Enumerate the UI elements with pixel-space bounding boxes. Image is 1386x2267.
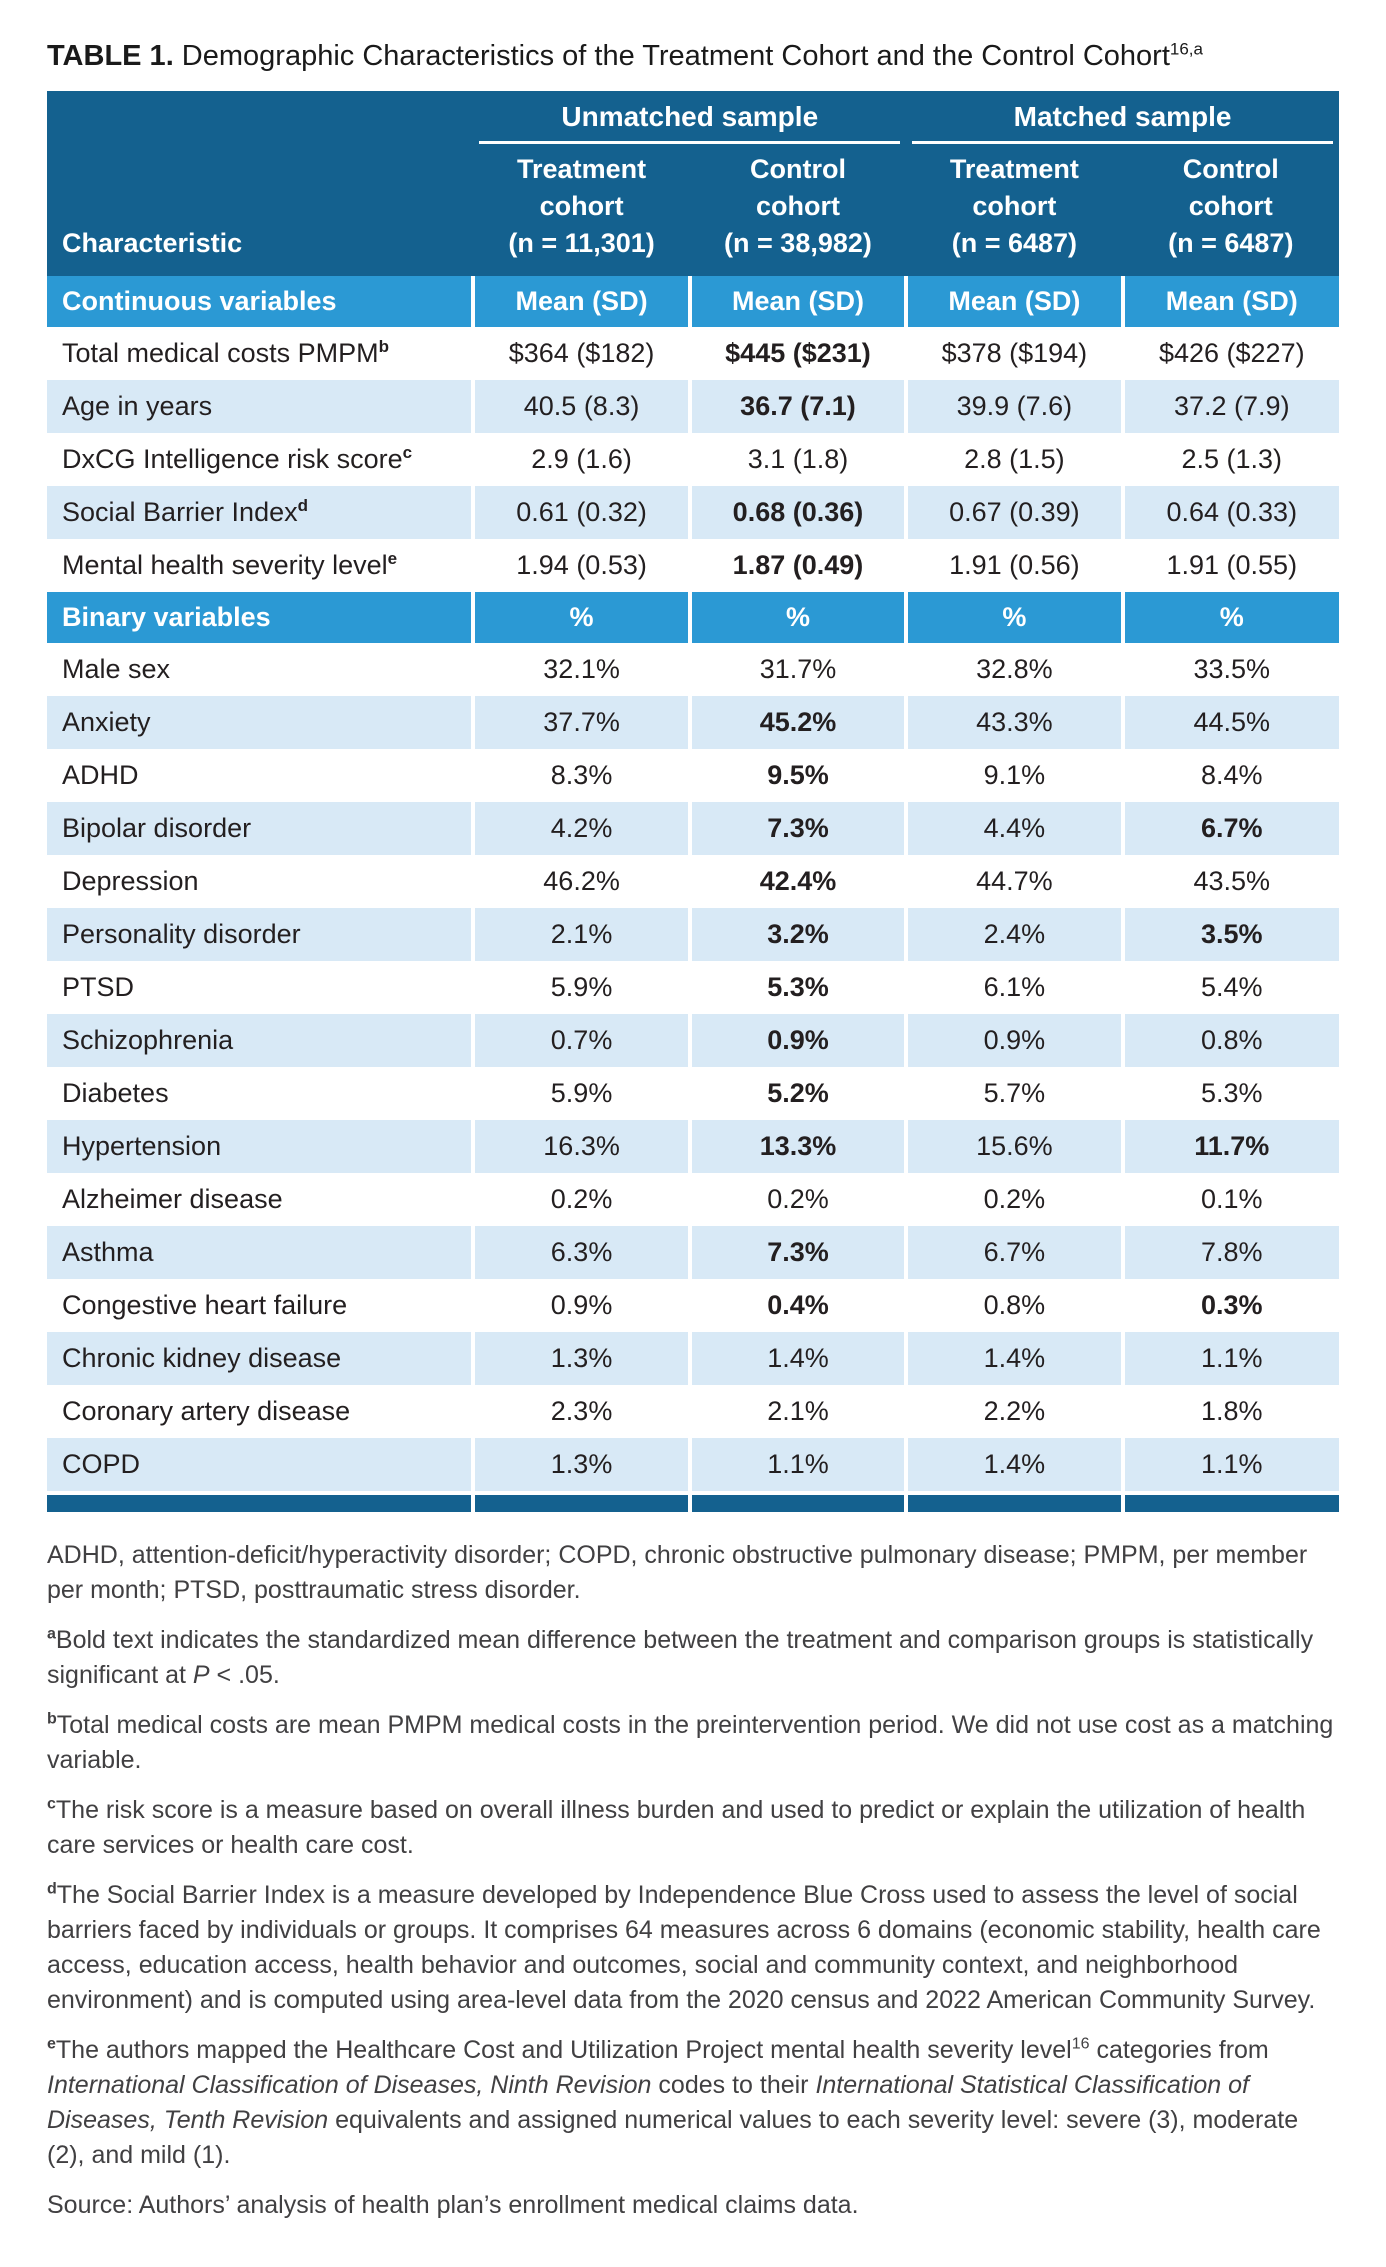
- footnote-text: The authors mapped the Healthcare Cost and Utilization Project mental health severity level: [55, 2036, 1072, 2064]
- value-cell: 36.7 (7.1): [690, 380, 906, 433]
- value-cell: 8.3%: [473, 749, 689, 802]
- table-row: [47, 908, 1339, 961]
- table-row: [47, 855, 1339, 908]
- footnote: [47, 1623, 1339, 1693]
- characteristic-cell: Schizophrenia: [47, 1014, 473, 1067]
- value-cell: 6.7%: [1123, 802, 1339, 855]
- value-cell: 5.3%: [1123, 1067, 1339, 1120]
- table-row: [47, 433, 1339, 486]
- column-header-line: cohort: [972, 191, 1057, 221]
- value-cell: 0.8%: [1123, 1014, 1339, 1067]
- characteristic-cell: Bipolar disorder: [47, 802, 473, 855]
- footnote: [47, 2033, 1339, 2173]
- column-header-line: Treatment: [517, 154, 647, 184]
- table-row: [47, 1438, 1339, 1493]
- column-header-unmatched-control: [690, 144, 906, 276]
- value-cell: 39.9 (7.6): [906, 380, 1122, 433]
- table-row: [47, 380, 1339, 433]
- footnote: [47, 1878, 1339, 2018]
- value-cell: 5.3%: [690, 961, 906, 1014]
- value-cell: 37.2 (7.9): [1123, 380, 1339, 433]
- value-cell: 33.5%: [1123, 643, 1339, 696]
- value-cell: 2.2%: [906, 1385, 1122, 1438]
- table-row: [47, 1067, 1339, 1120]
- value-cell: 1.4%: [906, 1438, 1122, 1493]
- table-bottom-bar: [47, 1493, 1339, 1512]
- section-column-header: Mean (SD): [906, 276, 1122, 327]
- group-header-unmatched: [473, 91, 906, 144]
- table-row: [47, 802, 1339, 855]
- table-row: [47, 643, 1339, 696]
- column-header-line: (n = 11,301): [508, 228, 655, 258]
- bottom-bar-segment: [473, 1493, 689, 1512]
- table-row: [47, 1385, 1339, 1438]
- italic-text: International Classification of Diseases, Ninth Revision: [47, 2071, 652, 2099]
- section-label: Binary variables: [47, 592, 473, 643]
- value-cell: 0.4%: [690, 1279, 906, 1332]
- footnote-marker: c: [402, 443, 413, 462]
- characteristic-cell: Male sex: [47, 643, 473, 696]
- value-cell: 43.3%: [906, 696, 1122, 749]
- column-header-line: (n = 6487): [1168, 228, 1294, 258]
- characteristic-cell: Depression: [47, 855, 473, 908]
- section-column-header: Mean (SD): [1123, 276, 1339, 327]
- value-cell: $426 ($227): [1123, 327, 1339, 380]
- section-column-header: %: [1123, 592, 1339, 643]
- footnote-text: Source: Authors’ analysis of health plan’s enrollment medical claims data.: [47, 2191, 859, 2219]
- value-cell: 46.2%: [473, 855, 689, 908]
- footnote-text: Total medical costs are mean PMPM medical costs in the preintervention period. We did not use cost as a matching variable.: [47, 1711, 1334, 1774]
- section-column-header: %: [906, 592, 1122, 643]
- footnotes: [47, 1538, 1339, 2223]
- table-row: [47, 486, 1339, 539]
- footnote-text: < .05.: [209, 1661, 280, 1689]
- characteristic-cell: Anxiety: [47, 696, 473, 749]
- group-header-row: [47, 91, 1339, 144]
- value-cell: 2.8 (1.5): [906, 433, 1122, 486]
- table-row: [47, 696, 1339, 749]
- footnote: [47, 2188, 1339, 2223]
- value-cell: 0.2%: [906, 1173, 1122, 1226]
- column-header-line: (n = 38,982): [724, 228, 872, 258]
- section-column-header: %: [473, 592, 689, 643]
- column-header-line: Control: [749, 154, 846, 184]
- value-cell: 6.3%: [473, 1226, 689, 1279]
- value-cell: 1.91 (0.55): [1123, 539, 1339, 592]
- value-cell: 16.3%: [473, 1120, 689, 1173]
- value-cell: 5.9%: [473, 1067, 689, 1120]
- table-row: [47, 1332, 1339, 1385]
- value-cell: 13.3%: [690, 1120, 906, 1173]
- column-header-line: cohort: [539, 191, 624, 221]
- value-cell: 32.8%: [906, 643, 1122, 696]
- footnote-text: codes to their: [651, 2071, 816, 2099]
- column-header-line: cohort: [755, 191, 840, 221]
- table-row: [47, 961, 1339, 1014]
- value-cell: 37.7%: [473, 696, 689, 749]
- column-header-line: Treatment: [949, 154, 1079, 184]
- characteristic-cell: PTSD: [47, 961, 473, 1014]
- footnote-marker: b: [378, 337, 389, 356]
- table-row: [47, 327, 1339, 380]
- value-cell: 44.5%: [1123, 696, 1339, 749]
- value-cell: 3.2%: [690, 908, 906, 961]
- characteristic-cell: Coronary artery disease: [47, 1385, 473, 1438]
- value-cell: 3.5%: [1123, 908, 1339, 961]
- value-cell: 5.4%: [1123, 961, 1339, 1014]
- characteristic-cell: Personality disorder: [47, 908, 473, 961]
- section-column-header: %: [690, 592, 906, 643]
- table-title-superscript: 16,a: [1169, 39, 1203, 59]
- characteristic-cell: Congestive heart failure: [47, 1279, 473, 1332]
- table-row: [47, 539, 1339, 592]
- cohort-header-row: [47, 144, 1339, 276]
- value-cell: 6.1%: [906, 961, 1122, 1014]
- column-header-unmatched-treatment: [473, 144, 689, 276]
- footnote-marker: a: [47, 1625, 56, 1643]
- footnote-text: The risk score is a measure based on overall illness burden and used to predict or explain the utilization of health care services or health care cost.: [47, 1796, 1306, 1859]
- characteristic-cell: DxCG Intelligence risk score$^c$: [47, 433, 473, 486]
- group-header-matched-label: Matched sample: [912, 91, 1333, 144]
- italic-text: International Statistical Classification of Diseases, Tenth Revision: [47, 2071, 1249, 2134]
- value-cell: 0.68 (0.36): [690, 486, 906, 539]
- table-title: [47, 38, 1339, 75]
- bottom-bar-segment: [1123, 1493, 1339, 1512]
- value-cell: 1.4%: [906, 1332, 1122, 1385]
- value-cell: 0.8%: [906, 1279, 1122, 1332]
- column-header-line: Control: [1182, 154, 1279, 184]
- value-cell: 0.1%: [1123, 1173, 1339, 1226]
- value-cell: 1.87 (0.49): [690, 539, 906, 592]
- value-cell: 0.67 (0.39): [906, 486, 1122, 539]
- footnote-marker: d: [47, 1880, 57, 1898]
- group-header-unmatched-label: Unmatched sample: [479, 91, 900, 144]
- characteristic-cell: Alzheimer disease: [47, 1173, 473, 1226]
- characteristic-cell: Diabetes: [47, 1067, 473, 1120]
- section-header-row: [47, 592, 1339, 643]
- value-cell: 0.61 (0.32): [473, 486, 689, 539]
- value-cell: 0.7%: [473, 1014, 689, 1067]
- value-cell: 31.7%: [690, 643, 906, 696]
- value-cell: $364 ($182): [473, 327, 689, 380]
- table-title-text: Demographic Characteristics of the Treatment Cohort and the Control Cohort: [173, 40, 1170, 72]
- value-cell: 1.1%: [1123, 1438, 1339, 1493]
- value-cell: 1.1%: [690, 1438, 906, 1493]
- characteristic-header: Characteristic: [47, 144, 473, 276]
- table-row: [47, 1226, 1339, 1279]
- section-header-row: [47, 276, 1339, 327]
- value-cell: 5.7%: [906, 1067, 1122, 1120]
- value-cell: 2.1%: [690, 1385, 906, 1438]
- group-header-matched: [906, 91, 1339, 144]
- value-cell: 0.3%: [1123, 1279, 1339, 1332]
- value-cell: 5.2%: [690, 1067, 906, 1120]
- table-header: [47, 91, 1339, 276]
- characteristic-cell: Social Barrier Index$^d$: [47, 486, 473, 539]
- value-cell: 4.2%: [473, 802, 689, 855]
- footnote-marker: e: [47, 2035, 56, 2053]
- column-header-matched-control: [1123, 144, 1339, 276]
- italic-text: P: [192, 1661, 210, 1689]
- value-cell: 32.1%: [473, 643, 689, 696]
- characteristic-cell: Asthma: [47, 1226, 473, 1279]
- column-header-matched-treatment: [906, 144, 1122, 276]
- footnote: [47, 1793, 1339, 1863]
- value-cell: 9.5%: [690, 749, 906, 802]
- footnote: [47, 1538, 1339, 1608]
- bottom-bar-segment: [690, 1493, 906, 1512]
- characteristic-cell: ADHD: [47, 749, 473, 802]
- characteristic-cell: Mental health severity level$^e$: [47, 539, 473, 592]
- characteristic-cell: Hypertension: [47, 1120, 473, 1173]
- value-cell: $378 ($194): [906, 327, 1122, 380]
- value-cell: 1.3%: [473, 1332, 689, 1385]
- value-cell: 6.7%: [906, 1226, 1122, 1279]
- footnote-text: categories from: [1089, 2036, 1269, 2064]
- value-cell: 5.9%: [473, 961, 689, 1014]
- characteristic-cell: Age in years: [47, 380, 473, 433]
- table-row: [47, 1279, 1339, 1332]
- value-cell: 44.7%: [906, 855, 1122, 908]
- value-cell: 7.3%: [690, 1226, 906, 1279]
- value-cell: 15.6%: [906, 1120, 1122, 1173]
- value-cell: 2.3%: [473, 1385, 689, 1438]
- value-cell: 11.7%: [1123, 1120, 1339, 1173]
- value-cell: 7.8%: [1123, 1226, 1339, 1279]
- bottom-bar-segment: [906, 1493, 1122, 1512]
- value-cell: 1.1%: [1123, 1332, 1339, 1385]
- value-cell: 0.9%: [473, 1279, 689, 1332]
- footnote-marker: d: [297, 496, 308, 515]
- column-header-line: (n = 6487): [951, 228, 1078, 258]
- table-row: [47, 749, 1339, 802]
- footnote-text: equivalents and assigned numerical values to each severity level: severe (3), moderate (2), and mild (1).: [47, 2106, 1299, 2169]
- table-row: [47, 1014, 1339, 1067]
- footnote-marker: b: [47, 1710, 57, 1728]
- value-cell: 0.9%: [906, 1014, 1122, 1067]
- value-cell: 0.64 (0.33): [1123, 486, 1339, 539]
- value-cell: 2.4%: [906, 908, 1122, 961]
- value-cell: 1.3%: [473, 1438, 689, 1493]
- section-column-header: Mean (SD): [473, 276, 689, 327]
- value-cell: 0.2%: [690, 1173, 906, 1226]
- value-cell: 3.1 (1.8): [690, 433, 906, 486]
- value-cell: 40.5 (8.3): [473, 380, 689, 433]
- value-cell: 1.91 (0.56): [906, 539, 1122, 592]
- value-cell: 1.8%: [1123, 1385, 1339, 1438]
- section-label: Continuous variables: [47, 276, 473, 327]
- section-column-header: Mean (SD): [690, 276, 906, 327]
- value-cell: 9.1%: [906, 749, 1122, 802]
- footnote-text: The Social Barrier Index is a measure developed by Independence Blue Cross used to assess the level of social barriers faced by individuals or groups. It comprises 64 measures across 6 domains (economic stability, health care access, education access, health behavior and outcomes, social and community context, and neighborhood environment) and is computed using area-level data from the 2020 census and 2022 American Community Survey.: [47, 1881, 1321, 2014]
- header-corner-cell: [47, 91, 473, 144]
- table-title-label: TABLE 1.: [47, 40, 174, 72]
- value-cell: 0.9%: [690, 1014, 906, 1067]
- table-body: [47, 276, 1339, 1512]
- footnote-marker: e: [387, 549, 398, 568]
- value-cell: 4.4%: [906, 802, 1122, 855]
- characteristic-cell: COPD: [47, 1438, 473, 1493]
- value-cell: 1.94 (0.53): [473, 539, 689, 592]
- footnote: [47, 1708, 1339, 1778]
- value-cell: 1.4%: [690, 1332, 906, 1385]
- footnote-text: Bold text indicates the standardized mean difference between the treatment and comparison groups is statistically significant at: [47, 1626, 1314, 1689]
- value-cell: 45.2%: [690, 696, 906, 749]
- column-header-line: cohort: [1188, 191, 1273, 221]
- characteristic-cell: Chronic kidney disease: [47, 1332, 473, 1385]
- value-cell: 0.2%: [473, 1173, 689, 1226]
- value-cell: 2.9 (1.6): [473, 433, 689, 486]
- value-cell: $445 ($231): [690, 327, 906, 380]
- value-cell: 43.5%: [1123, 855, 1339, 908]
- value-cell: 2.1%: [473, 908, 689, 961]
- footnote-marker: c: [47, 1795, 56, 1813]
- reference-superscript: 16: [1071, 2035, 1090, 2053]
- bottom-bar-segment: [47, 1493, 473, 1512]
- demographics-table: [47, 91, 1339, 1512]
- value-cell: 42.4%: [690, 855, 906, 908]
- value-cell: 2.5 (1.3): [1123, 433, 1339, 486]
- table-row: [47, 1173, 1339, 1226]
- characteristic-cell: Total medical costs PMPM$^b$: [47, 327, 473, 380]
- value-cell: 8.4%: [1123, 749, 1339, 802]
- table-row: [47, 1120, 1339, 1173]
- footnote-text: ADHD, attention-deficit/hyperactivity disorder; COPD, chronic obstructive pulmonary disease; PMPM, per member per month; PTSD, posttraumatic stress disorder.: [47, 1541, 1308, 1604]
- value-cell: 7.3%: [690, 802, 906, 855]
